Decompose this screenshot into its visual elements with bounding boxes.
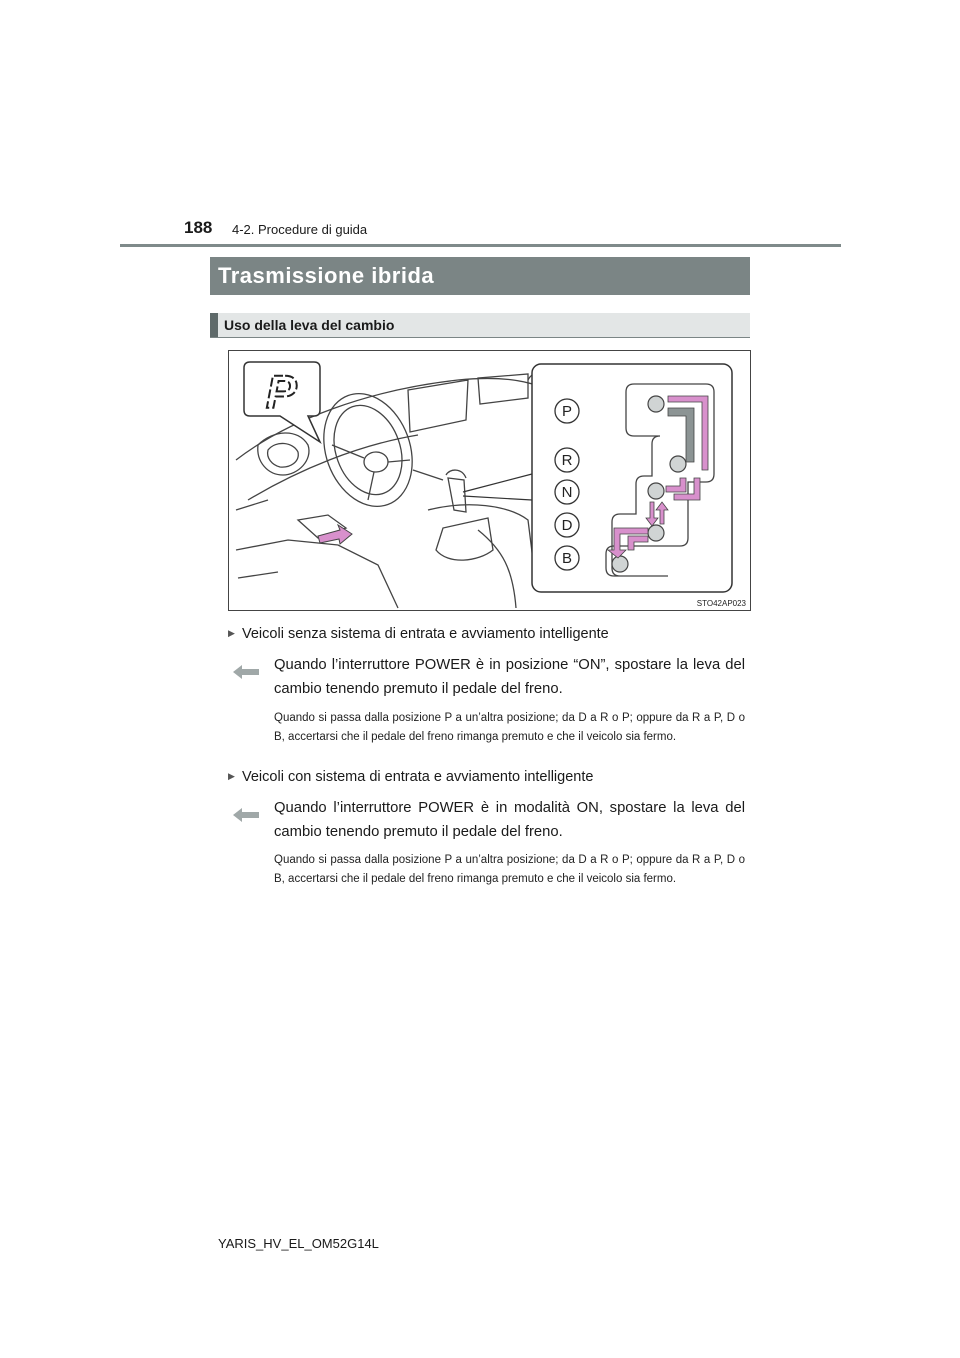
note-paragraph: Quando si passa dalla posizione P a un’altra posizione; da D a R o P; oppure da R a P, D o B, accertarsi che il pedale del freno rimanga premuto e che il veicolo sia fermo. bbox=[274, 712, 745, 743]
bullet-with-smart-entry bbox=[228, 769, 593, 785]
bullet-triangle-icon: ▶ bbox=[228, 628, 235, 638]
bullet-triangle-icon: ▶ bbox=[228, 771, 235, 781]
gear-label-d: D bbox=[561, 517, 573, 534]
bullet-text: Veicoli senza sistema di entrata e avviamento intelligente bbox=[242, 626, 609, 642]
header-rule bbox=[120, 244, 841, 247]
display-letter: P bbox=[266, 366, 297, 418]
section-label: 4-2. Procedure di guida bbox=[232, 222, 368, 237]
note-paragraph: Quando si passa dalla posizione P a un’altra posizione; da D a R o P; oppure da R a P, D o B, accertarsi che il pedale del freno rimanga premuto e che il veicolo sia fermo. bbox=[274, 854, 745, 885]
left-arrow-icon bbox=[232, 807, 260, 823]
gear-label-b: B bbox=[561, 550, 573, 567]
instruction-paragraph: Quando l’interruttore POWER è in posizione “ON”, spostare la leva del cambio tenendo premuto il pedale del freno. bbox=[274, 657, 745, 697]
gear-label-p: P bbox=[561, 403, 573, 420]
subheading-bar bbox=[210, 313, 750, 338]
gear-label-r: R bbox=[561, 452, 573, 469]
footer-doc-code: YARIS_HV_EL_OM52G14L bbox=[218, 1236, 379, 1251]
bullet-text: Veicoli con sistema di entrata e avviamento intelligente bbox=[242, 769, 594, 785]
subheading-accent bbox=[210, 313, 218, 337]
shift-lever-figure bbox=[228, 350, 751, 611]
instruction-paragraph: Quando l’interruttore POWER è in modalità ON, spostare la leva del cambio tenendo premuto il pedale del freno. bbox=[274, 800, 745, 840]
left-arrow-icon bbox=[232, 664, 260, 680]
page-title: Trasmissione ibrida bbox=[210, 257, 750, 295]
gear-label-n: N bbox=[561, 484, 573, 501]
figure-code: STO42AP023 bbox=[696, 599, 746, 608]
figure-illustration bbox=[228, 350, 751, 611]
page-number: 188 bbox=[184, 218, 213, 237]
subheading-text: Uso della leva del cambio bbox=[224, 317, 395, 333]
bullet-no-smart-entry bbox=[228, 626, 609, 642]
